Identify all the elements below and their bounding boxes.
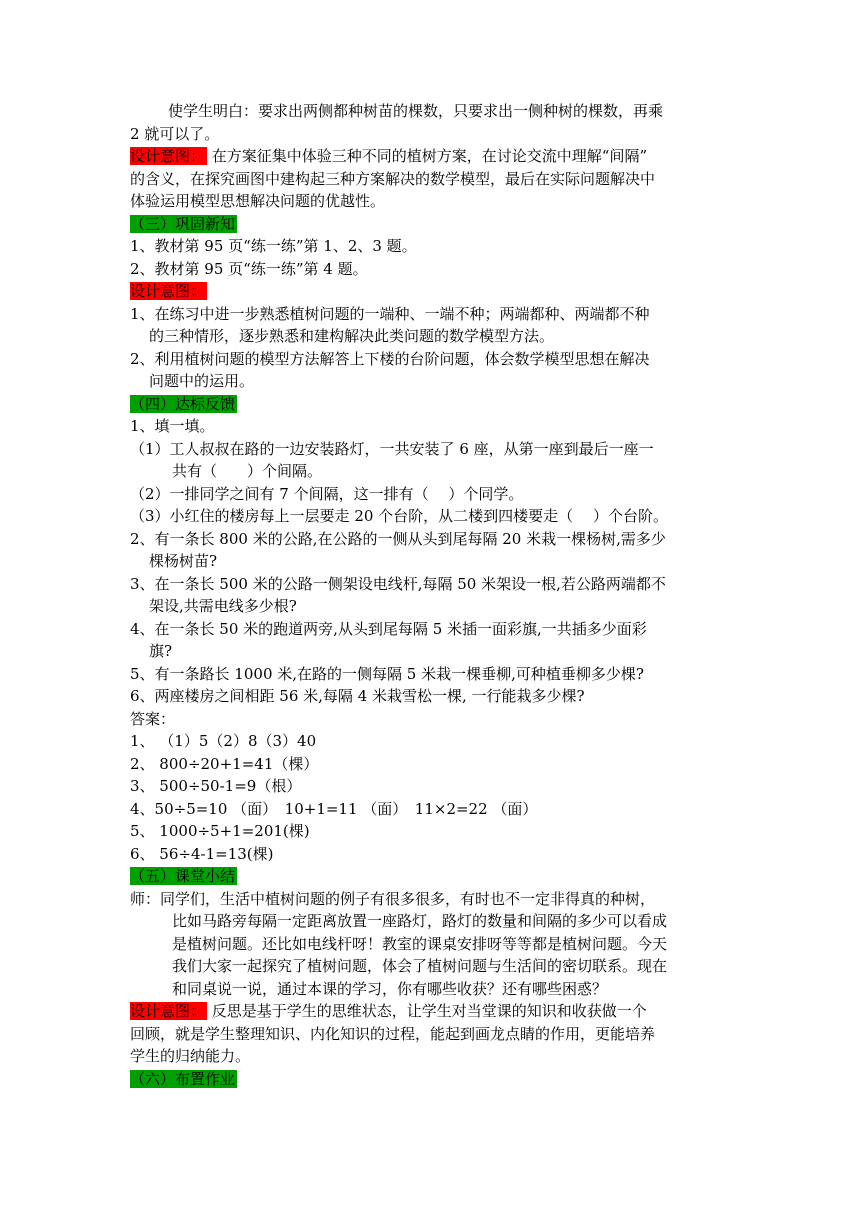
question-sub: （2）一排同学之间有 7 个间隔，这一排有（ ）个同学。: [130, 484, 524, 503]
question-sub-continued: 共有（ ）个间隔。: [172, 462, 323, 480]
section-heading-6: （六）布置作业: [130, 1069, 236, 1088]
summary-line: 比如马路旁每隔一定距离放置一座路灯，路灯的数量和间隔的多少可以看成: [172, 912, 668, 930]
design-intent-tag: 设计意图：: [130, 1002, 206, 1020]
answer-item: 2、 800÷20+1=41（棵）: [130, 754, 319, 773]
answer-item: 5、 1000÷5+1=201(棵): [130, 822, 310, 840]
section-heading-4: （四）达标反馈: [130, 394, 236, 413]
question: 5、有一条路长 1000 米,在路的一侧每隔 5 米栽一棵垂柳,可种植垂柳多少棵?: [130, 664, 644, 683]
list-item-continued: 的三种情形，逐步熟悉和建构解决此类问题的数学模型方法。: [149, 327, 555, 345]
paragraph-line: 的含义，在探究画图中建构起三种方案解决的数学模型，最后在实际问题解决中: [130, 169, 656, 188]
question-continued: 架设,共需电线多少根?: [149, 597, 297, 615]
question-continued: 旗?: [149, 642, 173, 660]
answer-item: 6、 56÷4-1=13(棵): [130, 844, 274, 863]
design-intent-tag: 设计意图：: [130, 147, 206, 165]
design-intent-text: 反思是基于学生的思维状态，让学生对当堂课的知识和收获做一个: [211, 1002, 647, 1020]
answer-item: 4、50÷5=10 （面） 10+1=11 （面） 11×2=22 （面）: [130, 799, 538, 818]
paragraph-line: 学生的归纳能力。: [130, 1047, 251, 1065]
design-intent-line: [130, 145, 730, 168]
paragraph-line: 2 就可以了。: [130, 124, 220, 143]
summary-line: 师：同学们，生活中植树问题的例子有很多很多，有时也不一定非得真的种树，: [130, 889, 656, 908]
paragraph-line: 使学生明白：要求出两侧都种树苗的棵数，只要求出一侧种树的棵数，再乘: [168, 102, 664, 120]
question-continued: 棵杨树苗?: [149, 552, 218, 570]
list-item: 2、教材第 95 页“练一练”第 4 题。: [130, 259, 368, 278]
summary-line: 是植树问题。还比如电线杆呀！教室的课桌安排呀等等都是植树问题。今天: [172, 934, 668, 953]
list-item: 1、在练习中进一步熟悉植树问题的一端种、一端不种；两端都种、两端都不种: [130, 304, 650, 323]
section-heading-3: （三）巩固新知: [130, 214, 236, 233]
list-item-continued: 问题中的运用。: [149, 372, 255, 390]
question-sub: （1）工人叔叔在路的一边安装路灯，一共安装了 6 座，从第一座到最后一座一: [130, 439, 654, 458]
summary-line: 和同桌说一说，通过本课的学习，你有哪些收获？还有哪些困惑？: [172, 979, 608, 998]
paragraph-line: 回顾，就是学生整理知识、内化知识的过程，能起到画龙点睛的作用，更能培养: [130, 1024, 656, 1043]
question: 4、在一条长 50 米的跑道两旁,从头到尾每隔 5 米插一面彩旗,一共插多少面彩: [130, 619, 647, 638]
section-heading-5: （五）课堂小结: [130, 867, 236, 885]
list-item: 2、利用植树问题的模型方法解答上下楼的台阶问题，体会数学模型思想在解决: [130, 349, 650, 368]
question: 6、两座楼房之间相距 56 米,每隔 4 米栽雪松一棵, 一行能栽多少棵?: [130, 687, 585, 705]
design-intent-tag: 设计意图：: [130, 282, 206, 300]
question: 2、有一条长 800 米的公路,在公路的一侧从头到尾每隔 20 米栽一棵杨树,需多少: [130, 529, 666, 548]
document-page: [130, 100, 730, 1090]
question: 3、在一条长 500 米的公路一侧架设电线杆,每隔 50 米架设一根,若公路两端都不: [130, 574, 666, 593]
list-item: 1、教材第 95 页“练一练”第 1、2、3 题。: [130, 237, 417, 255]
answer-item: 1、 （1）5（2）8（3）40: [130, 732, 317, 750]
question: 1、填一填。: [130, 417, 215, 435]
summary-line: 我们大家一起探究了植树问题，体会了植树问题与生活间的密切联系。现在: [172, 957, 668, 975]
design-intent-line: [130, 1000, 730, 1023]
question-sub: （3）小红住的楼房每上一层要走 20 个台阶，从二楼到四楼要走（ ）个台阶。: [130, 507, 668, 525]
answers-title: 答案：: [130, 709, 176, 728]
answer-item: 3、 500÷50-1=9（根）: [130, 777, 302, 795]
design-intent-text: 在方案征集中体验三种不同的植树方案，在讨论交流中理解“间隔”: [211, 147, 648, 165]
paragraph-line: 体验运用模型思想解决问题的优越性。: [130, 192, 386, 210]
